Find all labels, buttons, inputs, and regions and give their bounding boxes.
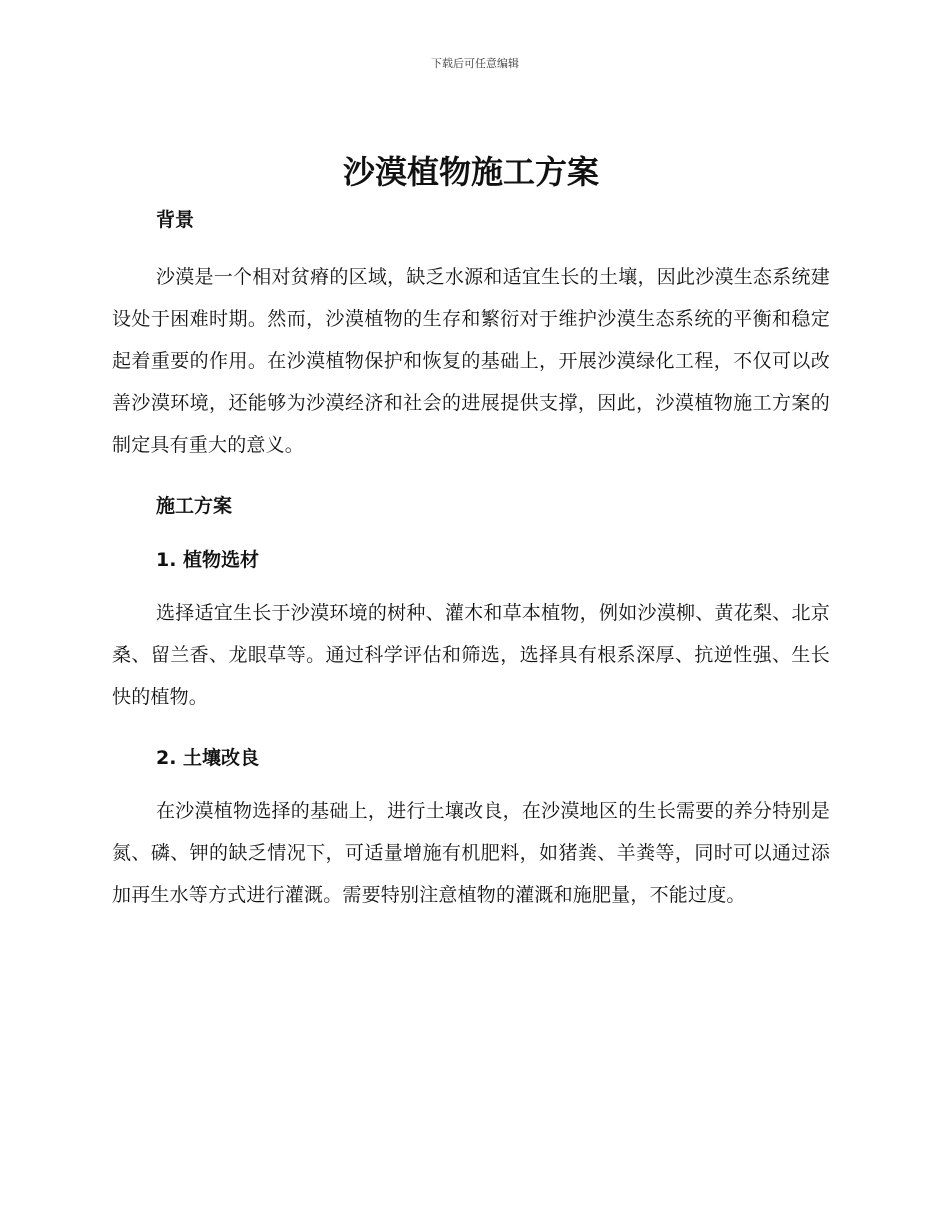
section-body-plant-selection: 选择适宜生长于沙漠环境的树种、灌木和草本植物，例如沙漠柳、黄花梨、北京桑、留兰香、龙眼草等。通过科学评估和筛选，选择具有根系深厚、抗逆性强、生长快的植物。 bbox=[112, 602, 830, 708]
section-heading-soil-improvement: 2. 土壤改良 bbox=[156, 747, 260, 769]
section-heading-background: 背景 bbox=[156, 209, 195, 231]
section-body-background: 沙漠是一个相对贫瘠的区域，缺乏水源和适宜生长的土壤，因此沙漠生态系统建设处于困难时期。然而，沙漠植物的生存和繁衍对于维护沙漠生态系统的平衡和稳定起着重要的作用。在沙漠植物保护和恢复的基础上，开展沙漠绿化工程，不仅可以改善沙漠环境，还能够为沙漠经济和社会的进展提供支撑，因此，沙漠植物施工方案的制定具有重大的意义。 bbox=[112, 266, 830, 456]
section-heading-plant-selection: 1. 植物选材 bbox=[156, 549, 260, 571]
header-note: 下载后可任意编辑 bbox=[431, 57, 519, 70]
section-heading-construction-plan: 施工方案 bbox=[156, 495, 233, 517]
document-title: 沙漠植物施工方案 bbox=[342, 153, 599, 191]
section-body-soil-improvement: 在沙漠植物选择的基础上，进行土壤改良，在沙漠地区的生长需要的养分特别是氮、磷、钾的缺乏情况下，可适量增施有机肥料，如猪粪、羊粪等，同时可以通过添加再生水等方式进行灌溉。需要特别注意植物的灌溉和施肥量，不能过度。 bbox=[112, 800, 830, 906]
document-body bbox=[112, 150, 830, 916]
